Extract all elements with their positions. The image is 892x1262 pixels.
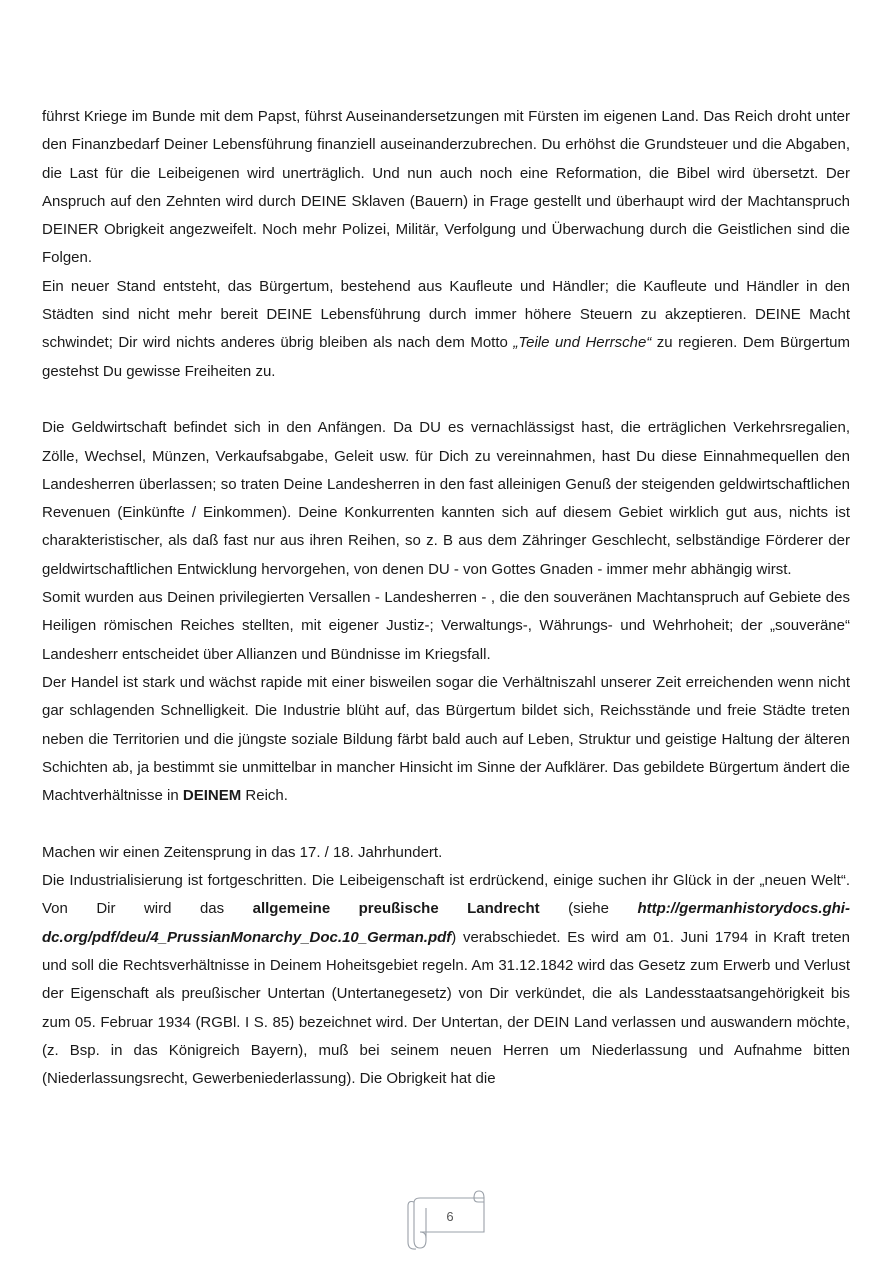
document-body: [42, 103, 850, 1093]
text-segment: zu regieren. Dem Bürgertum gestehst Du gewisse Freiheiten zu.: [42, 334, 850, 380]
bold-text: allgemeine preußische Landrecht: [252, 900, 540, 918]
text-segment: Die Geldwirtschaft befindet sich in den Anfängen. Da DU es vernachlässigst hast, die erträglichen Verkehrsregalien, Zölle, Wechsel, Münzen, Verkaufsabgabe, Geleit usw. für Dich zu vereinnahmen, hast Du diese Einnahmequellen den Landesherren überlassen; so traten Deine Landesherren in den fast alleinigen Genuß der steigenden geldwirtschaftlichen Revenuen (Einkünfte / Einkommen). Deine Konkurrenten kannten sich auf diesem Gebiet wirklich gut aus, nichts ist charakteristischer, als daß fast nur aus ihren Reihen, so z. B aus dem Zähringer Geschlecht, selbständige Förderer der geldwirtschaftlichen Entwicklung hervorgehen, von denen DU - von Gottes Gnaden - immer mehr abhängig wirst.: [42, 419, 850, 578]
text-segment: Der Handel ist stark und wächst rapide mit einer bisweilen sogar die Verhältniszahl unserer Zeit erreichenden wenn nicht gar schlagenden Schnelligkeit. Die Industrie blüht auf, das Bürgertum bildet sich, Reichsstände und freie Städte treten neben die Territorien und die jüngste soziale Bildung färbt bald auch auf Leben, Struktur und geistige Haltung der älteren Schichten ab, ja bestimmt sie unmittelbar in mancher Hinsicht im Sinne der Aufklärer. Das gebildete Bürgertum ändert die Machtverhältnisse in: [42, 673, 850, 805]
bold-text: DEINEM: [182, 787, 242, 805]
text-segment: (siehe: [539, 900, 638, 918]
page-number-badge: [404, 1188, 490, 1252]
text-segment: Somit wurden aus Deinen privilegierten Versallen - Landesherren - , die den souveränen Machtanspruch auf Gebiete des Heiligen römischen Reiches stellten, mit eigener Justiz-; Verwaltungs-, Währungs- und Wehrhoheit; der „souveräne“ Landesherr entscheidet über Allianzen und Bündnisse im Kriegsfall.: [42, 589, 850, 663]
text-segment: führst Kriege im Bunde mit dem Papst, führst Auseinandersetzungen mit Fürsten im eigenen Land. Das Reich droht unter den Finanzbedarf Deiner Lebensführung finanziell auseinanderzubrechen. Du erhöhst die Grundsteuer und die Abgaben, die Last für die Leibeigenen wird unerträglich. Und nun auch noch eine Reformation, die Bibel wird übersetzt. Der Anspruch auf den Zehnten wird durch DEINE Sklaven (Bauern) in Frage gestellt und überhaupt wird der Machtanspruch DEINER Obrigkeit angezweifelt. Noch mehr Polizei, Militär, Verfolgung und Überwachung durch die Geistlichen sind die Folgen.: [42, 108, 850, 267]
url-text: http://germanhistorydocs.ghi-dc.org/pdf/deu/4_PrussianMonarchy_Doc.10_German.pdf: [42, 900, 850, 946]
paragraph-spacer: [42, 810, 850, 838]
page-number: 6: [446, 1209, 454, 1224]
text-segment: Machen wir einen Zeitensprung in das 17. / 18. Jahrhundert.: [42, 843, 443, 861]
text-segment: ) verabschiedet. Es wird am 01. Juni 1794 in Kraft treten und soll die Rechtsverhältnisse in Deinem Hoheitsgebiet regeln. Am 31.12.1842 wird das Gesetz zum Erwerb und Verlust der Eigenschaft als preußischer Untertan (Untertanegesetz) von Dir verkündet, die als Landesstaatsangehörigkeit bis zum 05. Februar 1934 (RGBl. I S. 85) bezeichnet wird. Der Untertan, der DEIN Land verlassen und auswandern möchte, (z. Bsp. in das Königreich Bayern), muß bei seinem neuen Herren um Niederlassung und Aufnahme bitten (Niederlassungsrecht, Gewerbeniederlassung). Die Obrigkeit hat die: [42, 928, 850, 1088]
paragraph-spacer: [42, 386, 850, 414]
italic-text: „Teile und Herrsche“: [513, 334, 652, 352]
paragraph: [42, 669, 850, 810]
paragraph: [42, 414, 850, 584]
text-segment: Ein neuer Stand entsteht, das Bürgertum, bestehend aus Kaufleute und Händler; die Kaufleute und Händler in den Städten sind nicht mehr bereit DEINE Lebensführung durch immer höhere Steuern zu akzeptieren. DEINE Macht schwindet; Dir wird nichts anderes übrig bleiben als nach dem Motto: [42, 277, 850, 352]
text-segment: Reich.: [241, 787, 288, 805]
paragraph: [42, 584, 850, 669]
paragraph: [42, 839, 850, 867]
paragraph: [42, 103, 850, 273]
text-segment: Die Industrialisierung ist fortgeschritten. Die Leibeigenschaft ist erdrückend, einige suchen ihr Glück in der „neuen Welt“. Von Dir wird das: [42, 872, 850, 918]
paragraph: [42, 273, 850, 386]
paragraph: [42, 867, 850, 1093]
